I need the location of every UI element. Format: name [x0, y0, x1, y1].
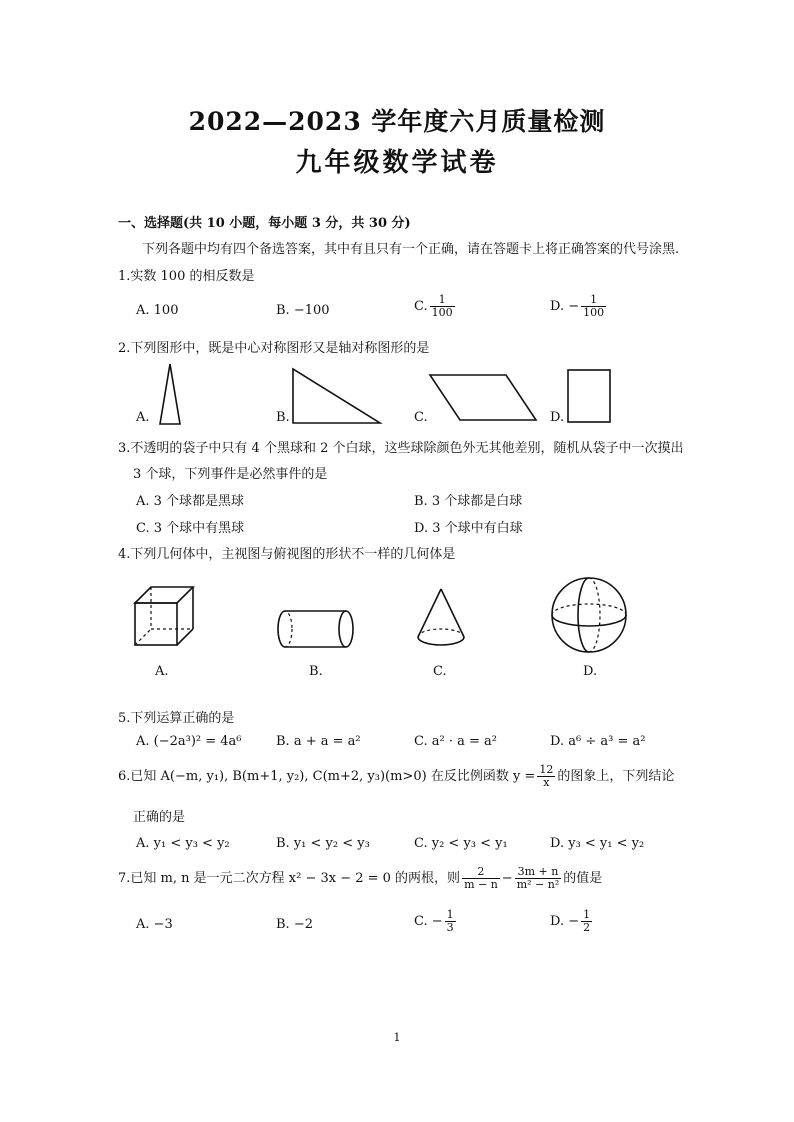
q7-f2-denominator: m² − n²: [516, 878, 560, 891]
q2-option-a: A.: [136, 410, 150, 425]
q1-d-numerator: 1: [581, 294, 606, 307]
q6-option-b: B. y₁ < y₂ < y₃: [276, 836, 370, 851]
q6-stem-line2: 正确的是: [133, 810, 186, 825]
q2-option-b: B.: [276, 410, 290, 425]
q7-minus-sign: −: [501, 871, 513, 886]
q2-figure-right-triangle: [290, 367, 384, 425]
q6-option-a: A. y₁ < y₃ < y₂: [136, 836, 230, 851]
q1-option-a: A. 100: [136, 303, 179, 318]
page-number: 1: [393, 1031, 401, 1044]
q7-stem: [118, 866, 602, 891]
q2-figure-rectangle: [566, 368, 614, 424]
q1-stem: 1.实数 100 的相反数是: [118, 269, 255, 284]
q4-option-d: D.: [583, 664, 598, 679]
q4-figure-sphere: [549, 575, 629, 655]
q5-option-a: A. (−2a³)² = 4a⁶: [136, 734, 242, 749]
q2-figure-isosceles-triangle: [150, 362, 190, 426]
q7-option-b: B. −2: [276, 917, 313, 932]
q6-stem-after: 的图象上，下列结论: [557, 769, 675, 784]
q1-option-b: B. −100: [276, 303, 330, 318]
q3-option-d: D. 3 个球中有白球: [414, 521, 523, 536]
q7-d-prefix: D. −: [550, 914, 580, 929]
q6-option-d: D. y₃ < y₁ < y₂: [550, 836, 645, 851]
q7-d-numerator: 1: [583, 908, 591, 921]
q6-stem-before: 6.已知 A(−m, y₁), B(m+1, y₂), C(m+2, y₃)(m>0) 在反比例函数 y =: [118, 769, 536, 784]
q6-function-fraction: [537, 764, 555, 789]
q7-stem-after: 的值是: [563, 871, 603, 886]
q4-figure-cylinder: [276, 608, 356, 650]
q7-d-fraction: [581, 909, 592, 934]
q5-stem: 5.下列运算正确的是: [118, 711, 235, 726]
q2-figure-parallelogram: [428, 372, 538, 424]
section-heading: 一、选择题(共 10 小题，每小题 3 分，共 30 分): [118, 216, 411, 231]
q7-d-denominator: 2: [583, 921, 591, 934]
q3-option-b: B. 3 个球都是白球: [414, 494, 523, 509]
q1-d-prefix: D. −: [550, 299, 580, 314]
q7-option-d: [550, 909, 594, 934]
q7-c-fraction: [445, 909, 456, 934]
q5-option-d: D. a⁶ ÷ a³ = a²: [550, 734, 646, 749]
q4-option-a: A.: [155, 664, 169, 679]
q1-c-fraction: [430, 294, 455, 319]
q7-option-c: [414, 909, 458, 934]
q5-option-c: C. a² · a = a²: [414, 734, 497, 749]
q7-c-denominator: 3: [446, 921, 454, 934]
q4-figure-cube: [133, 585, 195, 647]
q7-c-numerator: 1: [446, 908, 454, 921]
q6-frac-denominator: x: [543, 776, 550, 789]
q6-frac-numerator: 12: [539, 763, 554, 776]
q3-option-a: A. 3 个球都是黑球: [136, 494, 245, 509]
q4-option-b: B.: [309, 664, 323, 679]
q4-figure-cone: [414, 587, 468, 649]
q1-option-d: [550, 294, 608, 319]
q1-option-c: [414, 294, 457, 319]
exam-subtitle: 九年级数学试卷: [295, 148, 499, 178]
exam-title: 2022—2023 学年度六月质量检测: [188, 107, 606, 136]
q1-c-denominator: 100: [431, 306, 453, 319]
q7-f1-denominator: m − n: [464, 878, 498, 891]
q4-stem: 4.下列几何体中，主视图与俯视图的形状不一样的几何体是: [118, 547, 456, 562]
q3-stem-line2: 3 个球，下列事件是必然事件的是: [133, 467, 328, 482]
q7-f2-numerator: 3m + n: [515, 866, 562, 879]
q7-f1-numerator: 2: [462, 866, 500, 879]
q3-stem-line1: 3.不透明的袋子中只有 4 个黑球和 2 个白球，这些球除颜色外无其他差别，随机从袋子中一次摸出: [118, 441, 684, 456]
q2-option-d: D.: [550, 410, 565, 425]
q1-d-denominator: 100: [583, 306, 605, 319]
q7-option-a: A. −3: [136, 917, 173, 932]
q3-option-c: C. 3 个球中有黑球: [136, 521, 245, 536]
q1-c-numerator: 1: [430, 294, 455, 307]
q7-fraction-1: [462, 866, 500, 891]
q6-option-c: C. y₂ < y₃ < y₁: [414, 836, 508, 851]
q7-fraction-2: [515, 866, 562, 891]
section-instruction: 下列各题中均有四个备选答案，其中有且只有一个正确，请在答题卡上将正确答案的代号涂黑.: [142, 242, 680, 257]
q1-d-fraction: [581, 294, 606, 319]
q7-stem-before: 7.已知 m, n 是一元二次方程 x² − 3x − 2 = 0 的两根，则: [118, 871, 461, 886]
q4-option-c: C.: [433, 664, 447, 679]
q5-option-b: B. a + a = a²: [276, 734, 361, 749]
q7-c-prefix: C. −: [414, 914, 443, 929]
q2-option-c: C.: [414, 410, 428, 425]
q6-stem-line1: [118, 764, 674, 789]
q2-stem: 2.下列图形中，既是中心对称图形又是轴对称图形的是: [118, 341, 430, 356]
q1-c-prefix: C.: [414, 299, 428, 314]
